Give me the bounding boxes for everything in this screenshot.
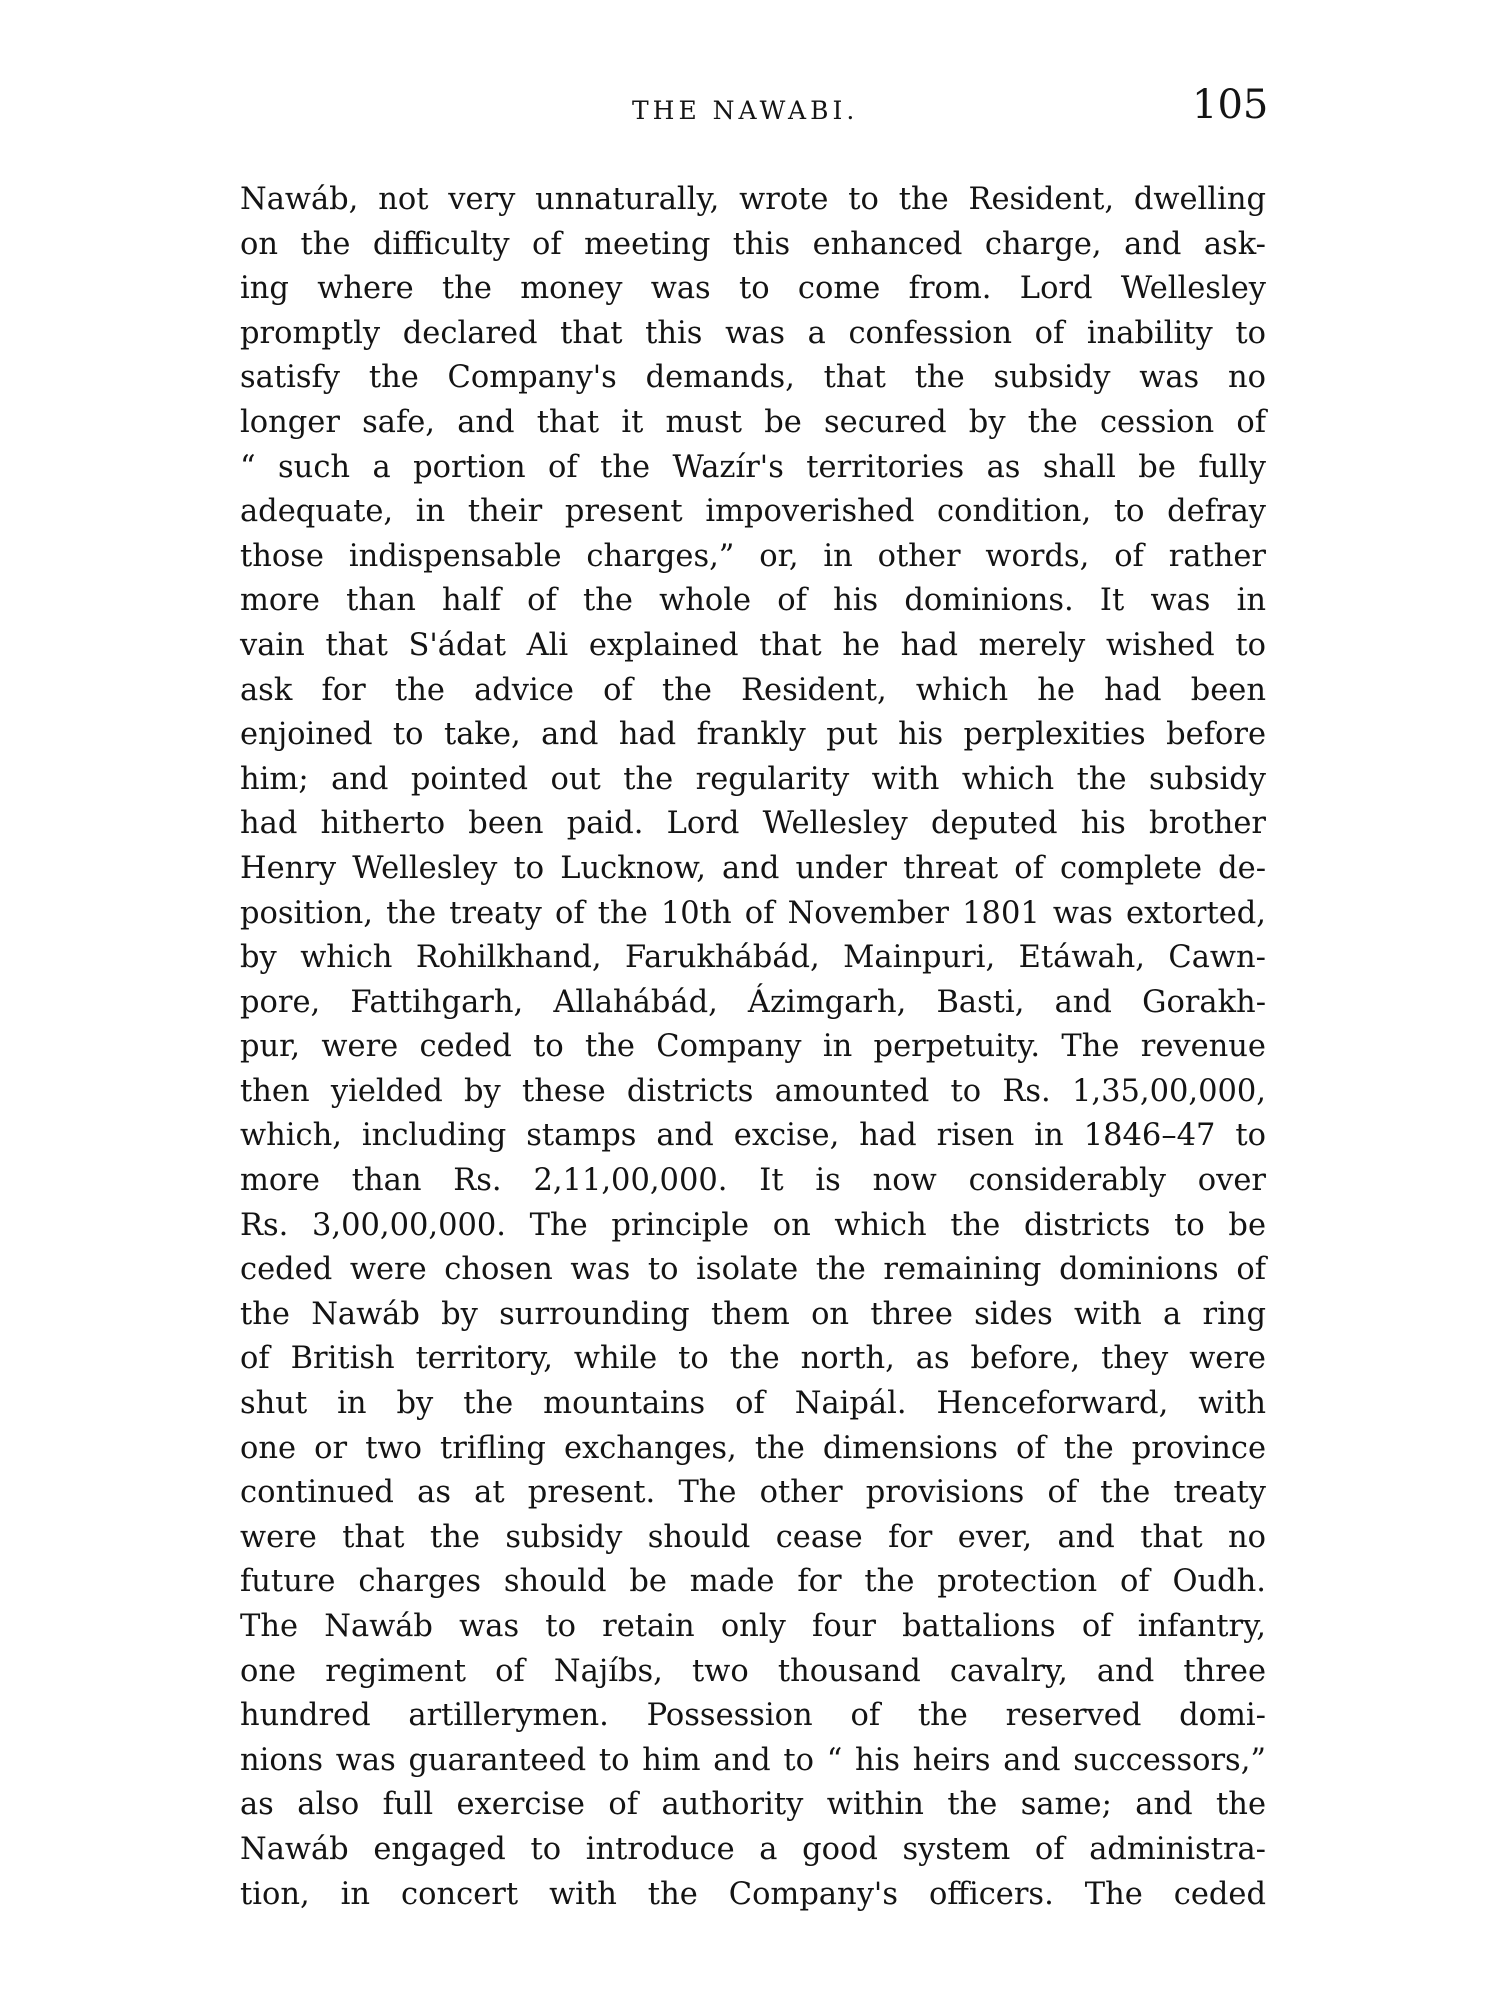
text-line: longer safe, and that it must be secured by the cession of	[240, 404, 1266, 440]
text-line: pur, were ceded to the Company in perpetuity. The revenue	[240, 1029, 1266, 1065]
text-line: tion, in concert with the Company's officers. The ceded	[240, 1876, 1266, 1912]
running-title: THE NAWABI.	[632, 96, 859, 125]
text-line: vain that S'ádat Ali explained that he had merely wished to	[240, 627, 1266, 663]
text-line: Henry Wellesley to Lucknow, and under threat of complete de-	[240, 850, 1266, 886]
text-line: on the difficulty of meeting this enhanced charge, and ask-	[240, 226, 1266, 262]
text-line: of British territory, while to the north, as before, they were	[240, 1341, 1266, 1377]
text-line: more than half of the whole of his dominions. It was in	[240, 583, 1266, 619]
text-line: hundred artillerymen. Possession of the reserved domi-	[240, 1698, 1266, 1734]
text-line: ceded were chosen was to isolate the remaining dominions of	[240, 1252, 1266, 1288]
text-line: shut in by the mountains of Naipál. Henceforward, with	[240, 1386, 1266, 1422]
text-line: Nawáb engaged to introduce a good system of administra-	[240, 1831, 1266, 1867]
text-line: one or two trifling exchanges, the dimensions of the province	[240, 1430, 1266, 1466]
page-number: 105	[1192, 82, 1269, 128]
text-line: had hitherto been paid. Lord Wellesley deputed his brother	[240, 806, 1266, 842]
text-line: Rs. 3,00,00,000. The principle on which the districts to be	[240, 1207, 1266, 1243]
text-line: by which Rohilkhand, Farukhábád, Mainpuri, Etáwah, Cawn-	[240, 940, 1266, 976]
text-line: ask for the advice of the Resident, which he had been	[240, 672, 1266, 708]
text-line: satisfy the Company's demands, that the subsidy was no	[240, 360, 1266, 396]
running-head	[0, 82, 1500, 132]
text-line: The Nawáb was to retain only four battalions of infantry,	[240, 1609, 1266, 1644]
text-line: adequate, in their present impoverished condition, to defray	[240, 494, 1266, 530]
text-line: enjoined to take, and had frankly put his perplexities before	[240, 717, 1266, 753]
text-line: the Nawáb by surrounding them on three sides with a ring	[240, 1296, 1266, 1332]
text-line: ing where the money was to come from. Lord Wellesley	[240, 271, 1266, 307]
text-line: which, including stamps and excise, had risen in 1846–47 to	[240, 1118, 1266, 1154]
text-line: then yielded by these districts amounted to Rs. 1,35,00,000,	[240, 1073, 1266, 1109]
text-line: those indispensable charges,” or, in other words, of rather	[240, 538, 1266, 574]
text-line: promptly declared that this was a confession of inability to	[240, 315, 1266, 351]
body-text	[240, 178, 1266, 1917]
text-line: one regiment of Najíbs, two thousand cavalry, and three	[240, 1653, 1266, 1689]
text-line: continued as at present. The other provisions of the treaty	[240, 1475, 1266, 1511]
text-line: more than Rs. 2,11,00,000. It is now considerably over	[240, 1163, 1266, 1199]
text-line: position, the treaty of the 10th of November 1801 was extorted,	[240, 895, 1266, 931]
text-line: future charges should be made for the protection of Oudh.	[240, 1564, 1266, 1600]
text-line: as also full exercise of authority within the same; and the	[240, 1787, 1266, 1823]
text-line: were that the subsidy should cease for ever, and that no	[240, 1519, 1266, 1555]
text-line: him; and pointed out the regularity with which the subsidy	[240, 761, 1266, 797]
text-line: “ such a portion of the Wazír's territories as shall be fully	[240, 449, 1266, 485]
text-line: pore, Fattihgarh, Allahábád, Ázimgarh, Basti, and Gorakh-	[240, 984, 1266, 1020]
text-line: Nawáb, not very unnaturally, wrote to the Resident, dwelling	[240, 182, 1266, 217]
text-line: nions was guaranteed to him and to “ his heirs and successors,”	[240, 1742, 1266, 1778]
